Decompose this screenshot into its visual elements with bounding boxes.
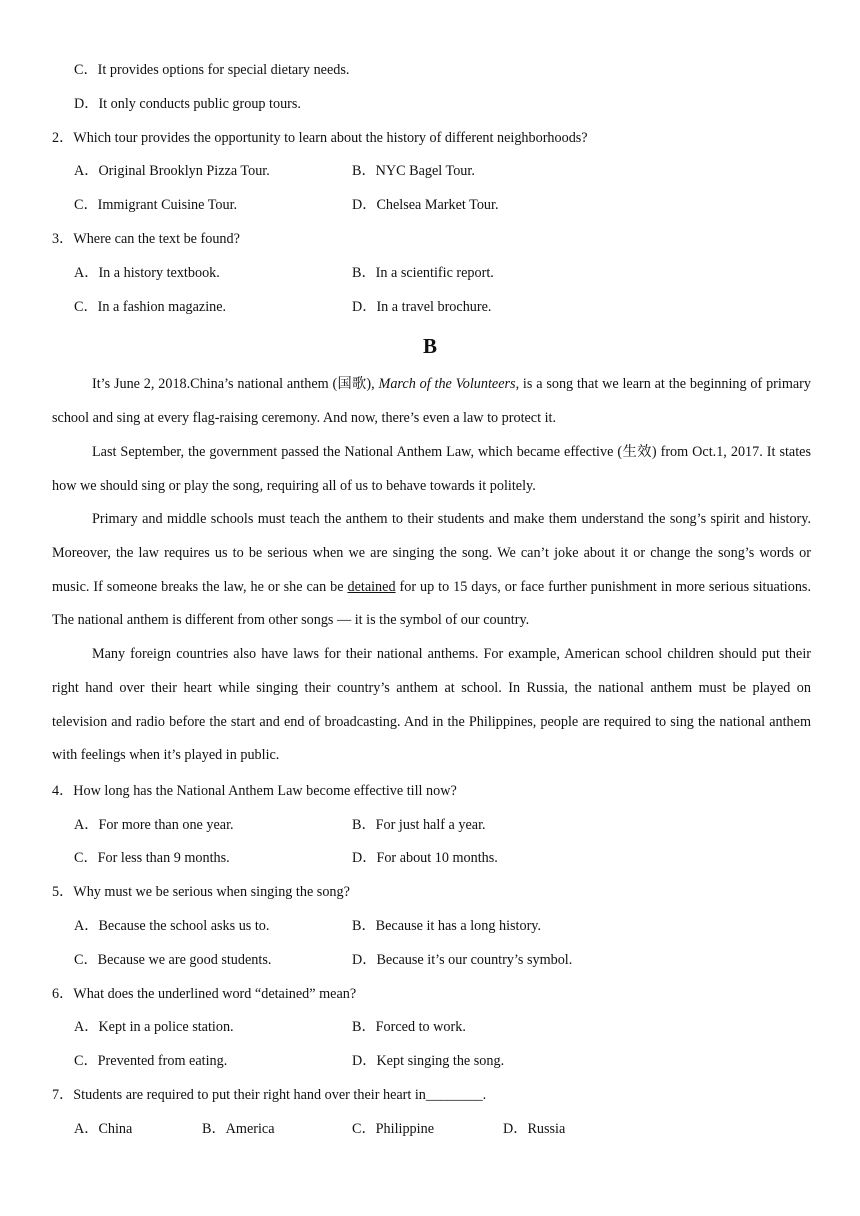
option-text: Because it’s our country’s symbol. [376, 952, 573, 968]
option-letter: B． [352, 163, 376, 179]
option-text: Original Brooklyn Pizza Tour. [98, 163, 270, 179]
option-letter: D． [352, 850, 377, 866]
q6-option-c [74, 1052, 227, 1070]
option-text: Kept in a police station. [98, 1019, 234, 1035]
option-text: It provides options for special dietary needs. [97, 62, 350, 78]
question-text: Where can the text be found? [73, 231, 240, 247]
question-number: 4． [52, 783, 74, 799]
q4-option-d [352, 849, 498, 867]
question-text: What does the underlined word “detained” mean? [73, 986, 357, 1002]
option-letter: C． [352, 1121, 376, 1137]
q4-option-a [74, 816, 234, 834]
option-text: Prevented from eating. [97, 1053, 228, 1069]
option-letter: C． [74, 952, 98, 968]
q2-stem [52, 129, 588, 147]
paragraph-text: Primary and middle schools must teach the anthem to their students and make them understand the song’s spirit and history. Moreover, the law requires us to be serious when we are singing the song. We can’t joke about it or change the song’s words or music. If someone breaks the law, he or she can be [52, 511, 811, 595]
q5-stem [52, 883, 350, 901]
q1-option-c [74, 61, 349, 79]
q2-option-b [352, 162, 475, 180]
option-letter: D． [352, 952, 377, 968]
option-letter: C． [74, 299, 98, 315]
option-letter: A． [74, 265, 99, 281]
q7-option-a [74, 1120, 132, 1138]
q2-option-d [352, 196, 499, 214]
q5-option-a [74, 917, 269, 935]
option-text: China [98, 1121, 133, 1137]
question-text: How long has the National Anthem Law become effective till now? [73, 783, 457, 799]
q6-stem [52, 985, 356, 1003]
q6-option-a [74, 1018, 234, 1036]
option-text: For about 10 months. [376, 850, 498, 866]
q1-option-d [74, 95, 301, 113]
option-text: Kept singing the song. [376, 1053, 505, 1069]
paragraph-text: It’s June 2, 2018.China’s national anthem (国歌), [92, 376, 379, 392]
option-text: For less than 9 months. [97, 850, 230, 866]
option-text: NYC Bagel Tour. [375, 163, 475, 179]
option-letter: B． [202, 1121, 226, 1137]
option-text: It only conducts public group tours. [98, 96, 301, 112]
option-text: Chelsea Market Tour. [376, 197, 499, 213]
option-letter: D． [503, 1121, 528, 1137]
q3-option-b [352, 264, 494, 282]
q6-option-d [352, 1052, 504, 1070]
q3-stem [52, 230, 240, 248]
q3-option-c [74, 298, 226, 316]
paragraph-text: , is a song that we learn at the beginning of primary school and sing at every flag-raising ceremony. And now, there’s even a law to protect it. [52, 376, 811, 426]
option-letter: D． [352, 299, 377, 315]
q5-option-d [352, 951, 572, 969]
question-text: Why must we be serious when singing the song? [73, 884, 350, 900]
option-text: Because the school asks us to. [98, 918, 270, 934]
q3-option-d [352, 298, 491, 316]
question-number: 6． [52, 986, 74, 1002]
q2-option-a [74, 162, 270, 180]
option-text: In a history textbook. [98, 265, 220, 281]
q3-option-a [74, 264, 220, 282]
q7-option-d [503, 1120, 565, 1138]
option-text: Philippine [375, 1121, 434, 1137]
q4-option-c [74, 849, 230, 867]
option-letter: A． [74, 817, 99, 833]
passage-paragraph-3 [52, 503, 811, 638]
option-text: Forced to work. [375, 1019, 466, 1035]
option-letter: C． [74, 850, 98, 866]
q6-option-b [352, 1018, 466, 1036]
underlined-word: detained [347, 578, 396, 595]
option-letter: C． [74, 62, 98, 78]
passage-paragraph-2: Last September, the government passed the National Anthem Law, which became effective (生效) from Oct.1, 2017. It states how we should sing or play the song, requiring all of us to behave towards it politely. [52, 444, 811, 494]
option-text: In a travel brochure. [376, 299, 492, 315]
option-letter: B． [352, 1019, 376, 1035]
question-text: Which tour provides the opportunity to learn about the history of different neighborhoods? [73, 130, 588, 146]
option-letter: A． [74, 1019, 99, 1035]
option-letter: B． [352, 265, 376, 281]
option-letter: D． [74, 96, 99, 112]
q7-option-c [352, 1120, 434, 1138]
question-text: Students are required to put their right hand over their heart in________. [73, 1087, 487, 1103]
option-text: America [225, 1121, 275, 1137]
q7-stem [52, 1086, 486, 1104]
question-number: 3． [52, 231, 74, 247]
q4-option-b [352, 816, 486, 834]
option-letter: D． [352, 197, 377, 213]
option-text: In a scientific report. [375, 265, 494, 281]
option-letter: C． [74, 197, 98, 213]
option-text: In a fashion magazine. [97, 299, 227, 315]
q2-option-c [74, 196, 237, 214]
option-text: Because it has a long history. [375, 918, 542, 934]
option-letter: C． [74, 1053, 98, 1069]
option-text: For more than one year. [98, 817, 234, 833]
q7-option-b [202, 1120, 275, 1138]
question-number: 7． [52, 1087, 74, 1103]
option-letter: A． [74, 918, 99, 934]
song-title: March of the Volunteers [378, 376, 516, 392]
q4-stem [52, 782, 457, 800]
option-letter: A． [74, 1121, 99, 1137]
q5-option-b [352, 917, 541, 935]
option-letter: B． [352, 817, 376, 833]
q5-option-c [74, 951, 271, 969]
option-text: Immigrant Cuisine Tour. [97, 197, 238, 213]
option-text: Russia [527, 1121, 566, 1137]
question-number: 2． [52, 130, 74, 146]
paragraph-text: for up to 15 days, or face further punishment in more serious situations. The national anthem is different from other songs — it is the symbol of our country. [52, 578, 811, 629]
passage-paragraph-4: Many foreign countries also have laws for their national anthems. For example, American school children should put their right hand over their heart while singing their country’s anthem at school. In Russia, the national anthem must be played on television and radio before the start and end of broadcasting. And in the Philippines, people are required to sing the national anthem with feelings when it’s played in public. [52, 646, 811, 764]
passage-paragraph-1 [52, 368, 811, 436]
option-letter: B． [352, 918, 376, 934]
option-letter: D． [352, 1053, 377, 1069]
option-text: For just half a year. [375, 817, 486, 833]
option-letter: A． [74, 163, 99, 179]
section-heading: B [422, 334, 437, 358]
option-text: Because we are good students. [97, 952, 272, 968]
question-number: 5． [52, 884, 74, 900]
